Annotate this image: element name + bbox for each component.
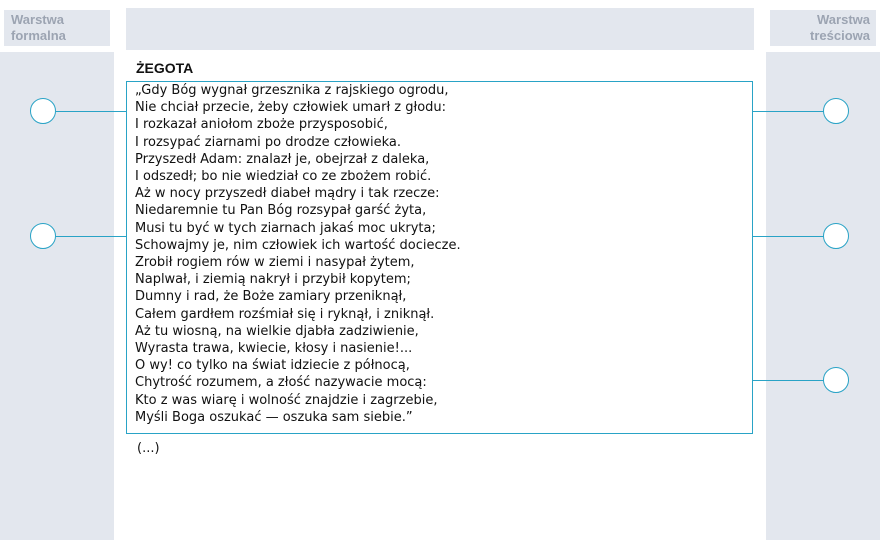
poem-line: Myśli Boga oszukać — oszuka sam siebie.”: [135, 409, 413, 425]
poem-line: I odszedł; bo nie wiedział co ze zbożem robić.: [135, 169, 432, 185]
poem-line: Nie chciał przecie, żeby człowiek umarł z głodu:: [135, 100, 447, 116]
formal-layer-column: [0, 0, 114, 540]
speaker-name: ŻEGOTA: [136, 60, 194, 76]
poem-line: Wyrasta trawa, kwiecie, kłosy i nasienie!...: [135, 341, 413, 357]
poem-line: Dumny i rad, że Boże zamiary przeniknął,: [135, 289, 407, 305]
content-connector-3: [753, 380, 824, 381]
poem-line: O wy! co tylko na świat idziecie z północą,: [135, 358, 410, 374]
content-node-2[interactable]: [823, 223, 849, 249]
formal-layer-header-line1: Warstwa: [11, 12, 64, 27]
formal-layer-header: [4, 10, 110, 46]
content-layer-column: [766, 0, 880, 540]
poem-line: Aż tu wiosną, na wielkie djabła zadziwienie,: [135, 323, 419, 339]
poem-line: Niedaremnie tu Pan Bóg rozsypał garść żyta,: [135, 203, 427, 219]
poem-line: I rozsypać ziarnami po drodze człowieka.: [135, 134, 401, 150]
content-node-1[interactable]: [823, 98, 849, 124]
formal-connector-2: [56, 236, 126, 237]
poem-text: [135, 82, 461, 426]
formal-node-2[interactable]: [30, 223, 56, 249]
content-layer-header-line1: Warstwa: [817, 12, 870, 27]
content-connector-2: [753, 236, 824, 237]
formal-node-1[interactable]: [30, 98, 56, 124]
poem-line: Schowajmy je, nim człowiek ich wartość docieczе.: [135, 237, 461, 253]
poem-line: „Gdy Bóg wygnał grzesznika z rajskiego ogrodu,: [135, 83, 449, 98]
content-layer-header: [770, 10, 876, 46]
content-node-3[interactable]: [823, 367, 849, 393]
formal-connector-1: [56, 111, 126, 112]
poem-line: I rozkazał aniołom zboże przysposobić,: [135, 117, 388, 133]
poem-line: Zrobił rogiem rów w ziemi i nasypał żytem,: [135, 255, 415, 271]
omission-marker: (...): [137, 441, 160, 456]
content-connector-1: [753, 111, 824, 112]
poem-line: Musi tu być w tych ziarnach jakaś moc ukryta;: [135, 220, 436, 236]
poem-line: Całem gardłem rozśmiał się i ryknął, i zniknął.: [135, 306, 435, 322]
poem-line: Przyszedł Adam: znalazł je, obejrzał z daleka,: [135, 151, 430, 167]
top-band: [126, 8, 754, 50]
formal-layer-header-line2: formalna: [11, 28, 66, 43]
poem-line: Chytrość rozumem, a złość nazywacie mocą:: [135, 375, 427, 391]
content-layer-header-line2: treściowa: [810, 28, 870, 43]
poem-line: Aż w nocy przyszedł diabeł mądry i tak rzecze:: [135, 186, 440, 202]
poem-line: Naplwał, i ziemią nakrył i przybił kopytem;: [135, 272, 411, 288]
poem-line: Kto z was wiarę i wolność znajdzie i zagrzebie,: [135, 392, 438, 408]
